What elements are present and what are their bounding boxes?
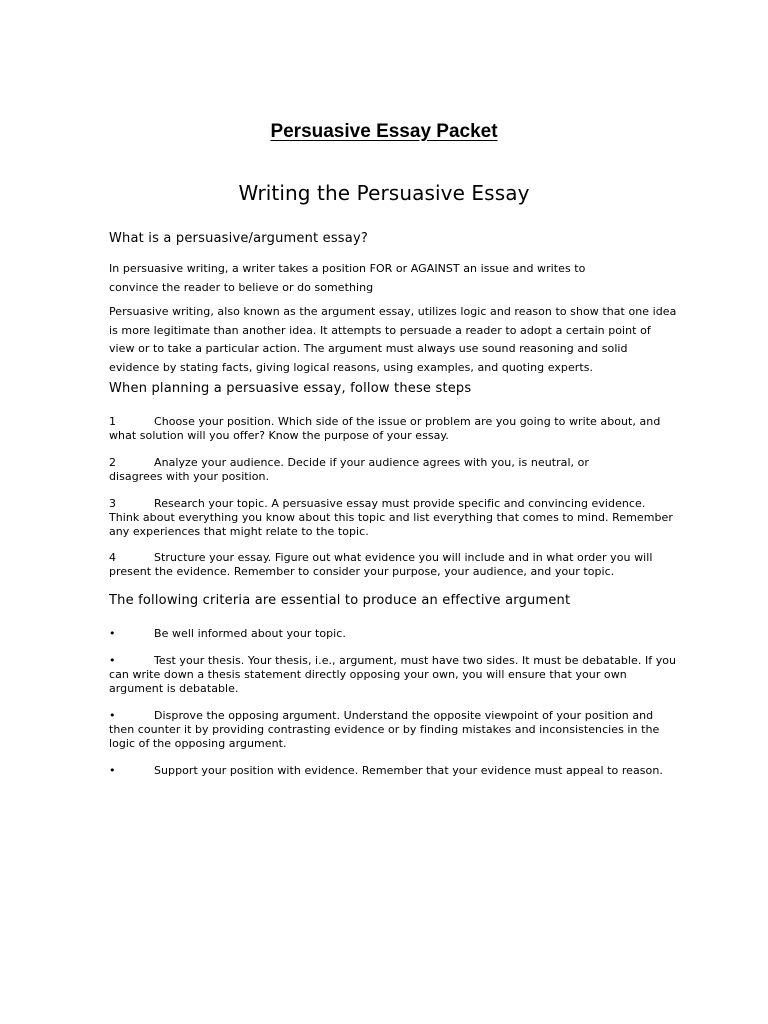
criteria-item <box>109 654 679 696</box>
section-heading-question: What is a persuasive/argument essay? <box>109 231 368 246</box>
step-item <box>109 415 679 443</box>
criteria-text: Disprove the opposing argument. Understand the opposite viewpoint of your position and then counter it by providing contrasting evidence or by finding mistakes and inconsistencies in the logic of the opposing argument. <box>109 709 660 750</box>
step-item <box>109 551 679 579</box>
step-item <box>109 456 609 484</box>
section-heading-criteria: The following criteria are essential to produce an effective argument <box>109 593 571 608</box>
document-subtitle: Writing the Persuasive Essay <box>238 181 530 205</box>
bullet-icon: • <box>109 764 116 777</box>
document-title: Persuasive Essay Packet <box>270 121 498 142</box>
bullet-icon: • <box>109 709 116 722</box>
criteria-item <box>109 627 679 641</box>
intro-paragraph: In persuasive writing, a writer takes a position FOR or AGAINST an issue and writes to convince the reader to believe or do something <box>109 262 586 294</box>
section-heading-steps: When planning a persuasive essay, follow these steps <box>109 381 472 396</box>
criteria-text: Be well informed about your topic. <box>154 627 346 640</box>
criteria-text: Support your position with evidence. Remember that your evidence must appeal to reason. <box>154 764 663 777</box>
step-number: 1 <box>109 415 117 428</box>
step-number: 4 <box>109 551 117 564</box>
definition-paragraph: Persuasive writing, also known as the argument essay, utilizes logic and reason to show that one idea is more legitimate than another idea. It attempts to persuade a reader to adopt a certain point of view or to take a particular action. The argument must always use sound reasoning and solid evidence by stating facts, giving logical reasons, using examples, and quoting experts. <box>109 305 677 374</box>
bullet-icon: • <box>109 654 116 667</box>
step-number: 3 <box>109 497 117 510</box>
criteria-item <box>109 764 679 778</box>
step-number: 2 <box>109 456 117 469</box>
criteria-text: Test your thesis. Your thesis, i.e., argument, must have two sides. It must be debatable. If you can write down a thesis statement directly opposing your own, you will ensure that your own argument is debatable. <box>109 654 677 695</box>
step-item <box>109 497 679 539</box>
step-text: Research your topic. A persuasive essay must provide specific and convincing evidence. Think about everything you know about this topic and list everything that comes to mind. Remember any experiences that might relate to the topic. <box>109 497 673 538</box>
step-text: Structure your essay. Figure out what evidence you will include and in what order you will present the evidence. Remember to consider your purpose, your audience, and your topic. <box>109 551 653 578</box>
bullet-icon: • <box>109 627 116 640</box>
step-text: Analyze your audience. Decide if your audience agrees with you, is neutral, or disagrees with your position. <box>109 456 589 483</box>
criteria-item <box>109 709 679 751</box>
step-text: Choose your position. Which side of the issue or problem are you going to write about, and what solution will you offer? Know the purpose of your essay. <box>109 415 661 442</box>
